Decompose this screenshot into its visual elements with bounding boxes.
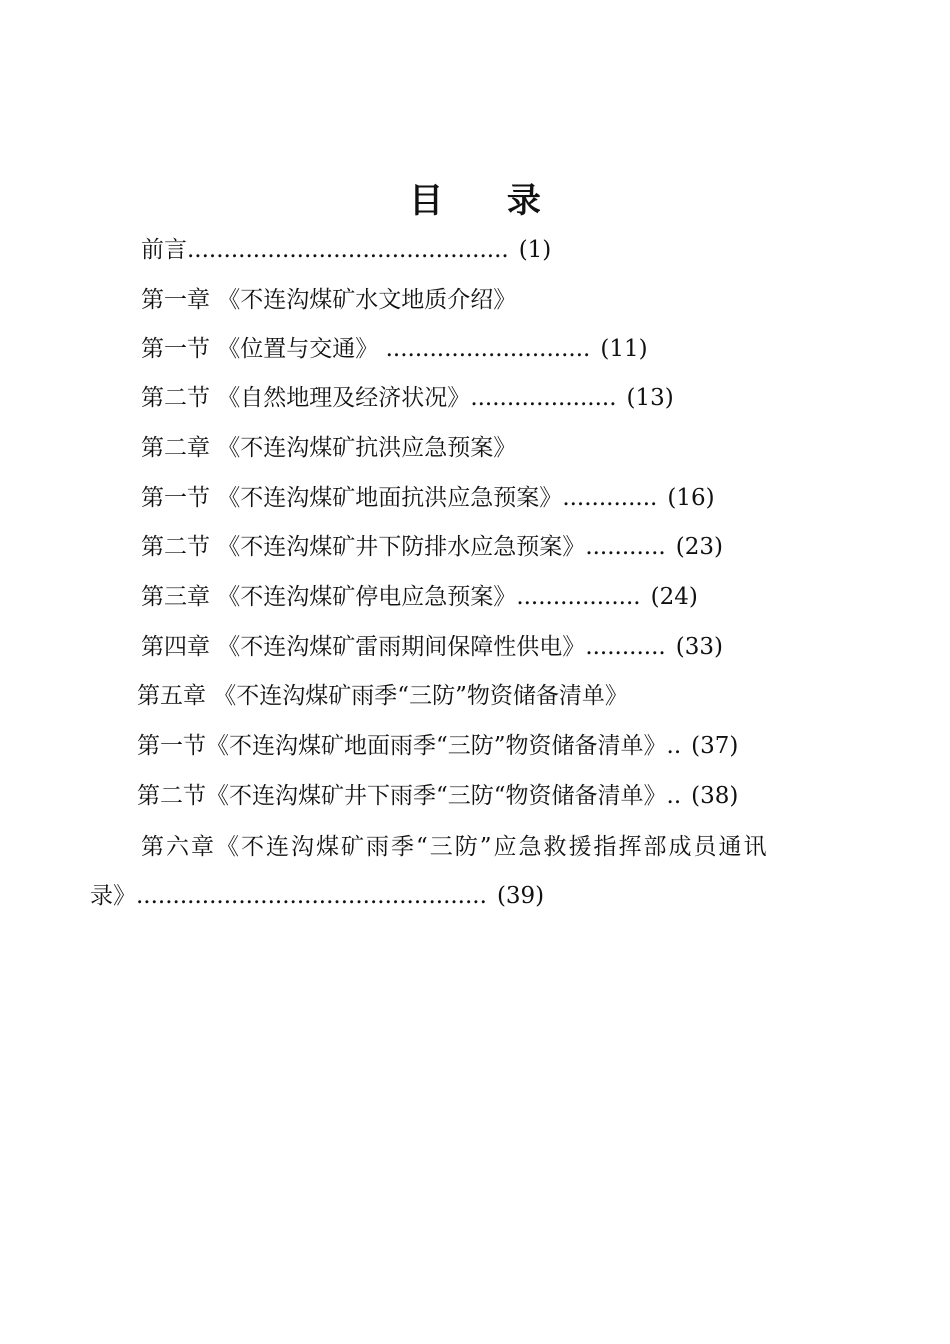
page-number: (38): [691, 783, 739, 809]
leader-dots: ..: [666, 783, 682, 809]
toc-entry-chapter-2: [141, 431, 516, 465]
entry-text: 前言: [141, 237, 187, 263]
toc-entry-section-1-1: [141, 332, 648, 366]
entry-text: 第三章 《不连沟煤矿停电应急预案》: [141, 584, 517, 610]
toc-entry-section-1-2: [141, 381, 674, 415]
entry-text: 第二章 《不连沟煤矿抗洪应急预案》: [141, 435, 517, 461]
entry-text: 第二节 《自然地理及经济状况》: [141, 385, 471, 411]
toc-entry-section-2-2: [141, 530, 723, 564]
toc-entry-chapter-5: [137, 679, 628, 713]
page-number: (16): [667, 485, 715, 511]
toc-entry-chapter-4: [141, 630, 723, 664]
entry-text: 第一章 《不连沟煤矿水文地质介绍》: [141, 287, 517, 313]
page-number: (37): [691, 733, 739, 759]
entry-text: 第五章 《不连沟煤矿雨季“三防”物资储备清单》: [137, 683, 628, 709]
leader-dots: ............................................: [187, 237, 509, 263]
leader-dots: ..: [666, 733, 682, 759]
entry-text: 录》: [90, 883, 136, 909]
toc-entry-preface: [141, 233, 551, 267]
page-number: (39): [496, 883, 545, 909]
page-number: (33): [675, 634, 723, 660]
leader-dots: ....................: [470, 385, 617, 411]
entry-text: 第一节 《位置与交通》: [141, 336, 386, 362]
entry-text: 第四章 《不连沟煤矿雷雨期间保障性供电》: [141, 634, 586, 660]
page-number: (11): [600, 336, 648, 362]
toc-entry-section-5-1: [137, 729, 738, 763]
toc-entry-chapter-3: [141, 580, 698, 614]
entry-text: 第二节 《不连沟煤矿井下防排水应急预案》: [141, 534, 586, 560]
page-number: (23): [675, 534, 723, 560]
leader-dots: ...........: [585, 534, 666, 560]
leader-dots: .................: [516, 584, 641, 610]
leader-dots: .............: [562, 485, 658, 511]
page-number: (24): [650, 584, 698, 610]
page-number: (13): [626, 385, 674, 411]
entry-text: 第六章《不连沟煤矿雨季“三防”应急救援指挥部成员通讯: [141, 834, 769, 860]
toc-entry-chapter-1: [141, 283, 516, 317]
leader-dots: ...........: [585, 634, 666, 660]
leader-dots: ............................: [385, 336, 591, 362]
entry-text: 第一节 《不连沟煤矿地面抗洪应急预案》: [141, 485, 563, 511]
toc-title: 目 录: [409, 181, 567, 221]
entry-text: 第二节《不连沟煤矿井下雨季“三防“物资储备清单》: [137, 783, 667, 809]
entry-text: 第一节《不连沟煤矿地面雨季“三防”物资储备清单》: [137, 733, 667, 759]
page-number: (1): [518, 237, 552, 263]
leader-dots: ................................................: [136, 883, 487, 909]
toc-entry-section-5-2: [137, 779, 738, 813]
toc-entry-chapter-6: [141, 830, 769, 864]
toc-entry-section-2-1: [141, 481, 715, 515]
toc-entry-chapter-6-continued: [90, 879, 544, 913]
